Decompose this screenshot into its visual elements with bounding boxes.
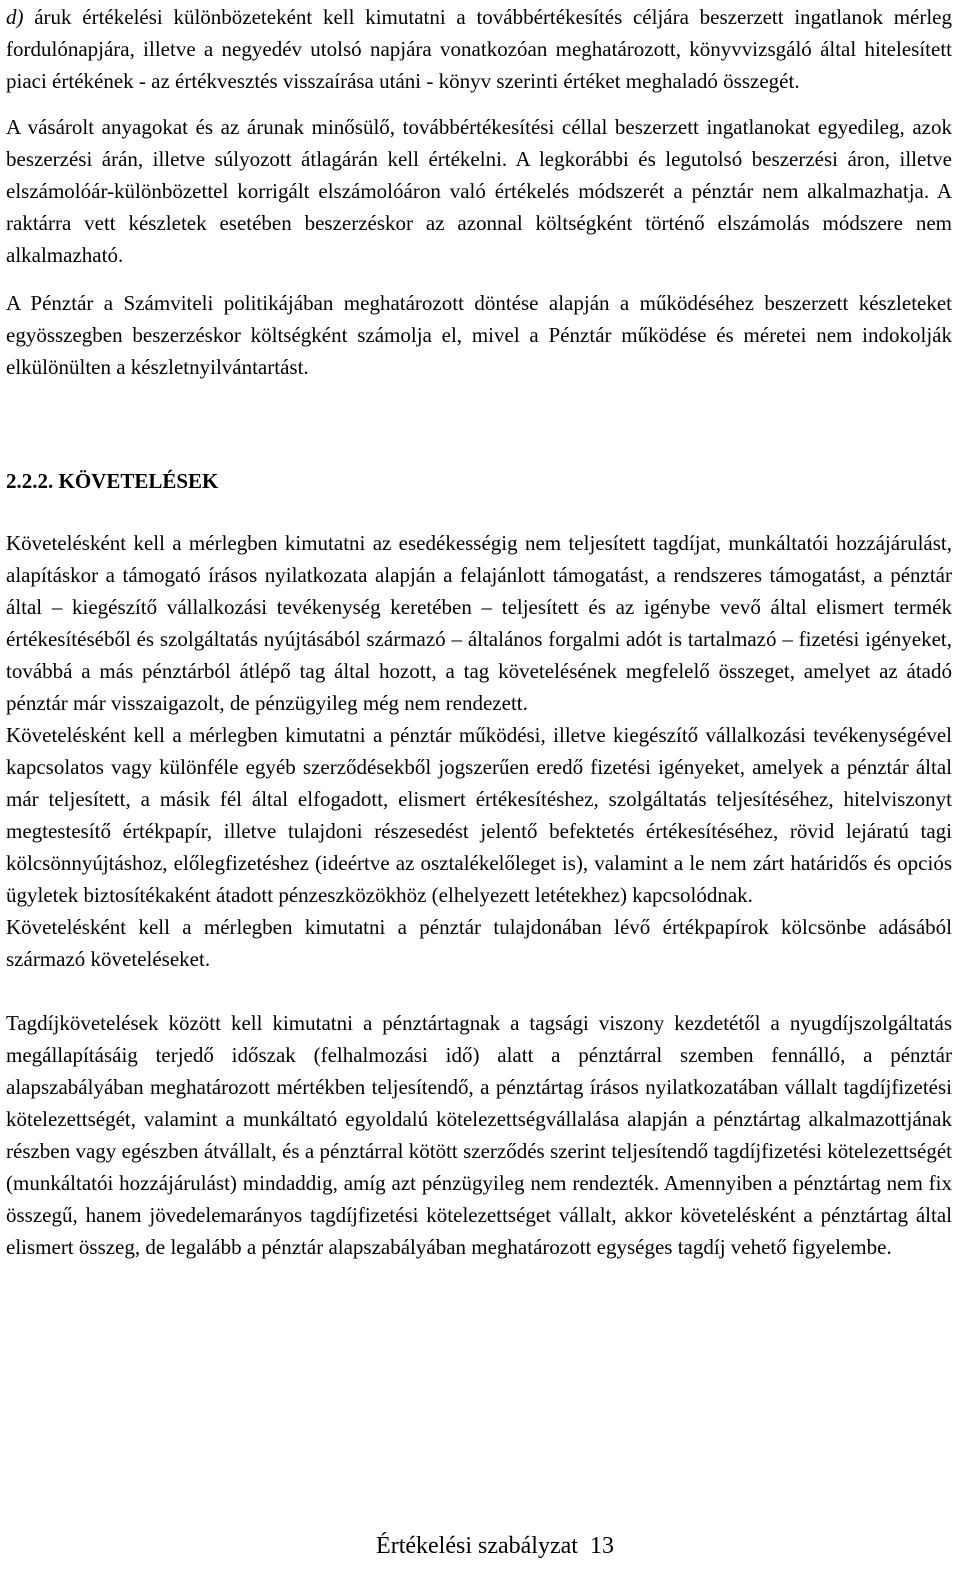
- item-d-text: áruk értékelési különbözeteként kell kimutatni a továbbértékesítés céljára beszerzett ingatlanok mérleg fordulónapjára, illetve a negyedév utolsó napjára vonatkozóan meghatározott, könyvvizsgáló által hitelesített piaci értékének - az értékvesztés visszaírása utáni - könyv szerinti értéket meghaladó összegét.: [6, 5, 952, 93]
- paragraph-valuation: A vásárolt anyagokat és az árunak minősülő, továbbértékesítési céllal beszerzett ingatlanokat egyedileg, azok beszerzési árán, illetve súlyozott átlagárán kell értékelni. A legkorábbi és legutolsó beszerzési áron, illetve elszámolóár-különbözettel korrigált elszámolóáron való értékelés módszerét a pénztár nem alkalmazhatja. A raktárra vett készletek esetében beszerzéskor az azonnal költségként történő elszámolás módszere nem alkalmazható.: [6, 115, 952, 267]
- footer-title: Értékelési szabályzat: [376, 1533, 578, 1559]
- section-heading: 2.2.2. KÖVETELÉSEK: [6, 469, 219, 493]
- item-d-label: d): [6, 5, 24, 29]
- paragraph-policy: A Pénztár a Számviteli politikájában meghatározott döntése alapján a működéséhez beszerzett készleteket egyösszegben beszerzéskor költségként számolja el, mivel a Pénztár működése és méretei nem indokolják elkülönülten a készletnyilvántartást.: [6, 291, 952, 379]
- paragraph-receivables-3: Követelésként kell a mérlegben kimutatni a pénztár tulajdonában lévő értékpapírok kölcsönbe adásából származó követeléseket.: [6, 915, 952, 971]
- paragraph-receivables-1: Követelésként kell a mérlegben kimutatni az esedékességig nem teljesített tagdíjat, munkáltatói hozzájárulást, alapításkor a támogató írásos nyilatkozata alapján a felajánlott támogatást, a rendszeres támogatást, a pénztár által – kiegészítő vállalkozási tevékenység keretében – teljesített és az igénybe vevő által elismert termék értékesítéséből és szolgáltatás nyújtásából származó – általános forgalmi adót is tartalmazó – fizetési igényeket, továbbá a más pénztárból átlépő tag által hozott, a tag követelésének megfelelő összeget, amelyet az átadó pénztár már visszaigazolt, de pénzügyileg még nem rendezett.: [6, 531, 952, 715]
- document-page: [6, 0, 952, 1263]
- paragraph-receivables-4: Tagdíjkövetelések között kell kimutatni a pénztártagnak a tagsági viszony kezdetétől a nyugdíjszolgáltatás megállapításáig terjedő időszak (felhalmozási idő) alatt a pénztárral szemben fennálló, a pénztár alapszabályában meghatározott mértékben teljesítendő, a pénztártag írásos nyilatkozatában vállalt tagdíjfizetési kötelezettségét, valamint a munkáltató egyoldalú kötelezettségvállalása alapján a pénztártag alkalmazottjának részben vagy egészben átvállalt, és a pénztárral kötött szerződés szerint teljesítendő tagdíjfizetési kötelezettségét (munkáltatói hozzájárulást) mindaddig, amíg azt pénzügyileg nem rendezték. Amennyiben a pénztártag nem fix összegű, hanem jövedelemarányos tagdíjfizetési kötelezettséget vállalt, akkor követelésként a pénztártag által elismert összeg, de legalább a pénztár alapszabályában meghatározott egységes tagdíj vehető figyelembe.: [6, 1011, 952, 1259]
- paragraph-item-d: [6, 1, 952, 97]
- footer-page-number: 13: [589, 1533, 614, 1559]
- paragraph-receivables-2: Követelésként kell a mérlegben kimutatni a pénztár működési, illetve kiegészítő vállalkozási tevékenységével kapcsolatos vagy különféle egyéb szerződésekből jogszerűen eredő fizetési igényeket, amelyek a pénztár által már teljesített, a másik fél által elfogadott, elismert értékesítéshez, szolgáltatás teljesítéséhez, hitelviszonyt megtestesítő értékpapír, illetve tulajdoni részesedést jelentő befektetés értékesítéséhez, rövid lejáratú tagi kölcsönnyújtáshoz, előlegfizetéshez (ideértve az osztalékelőleget is), valamint a le nem zárt határidős és opciós ügyletek biztosítékaként átadott pénzeszközökhöz (elhelyezett letétekhez) kapcsolódnak.: [6, 723, 952, 907]
- page-footer: [0, 1530, 960, 1562]
